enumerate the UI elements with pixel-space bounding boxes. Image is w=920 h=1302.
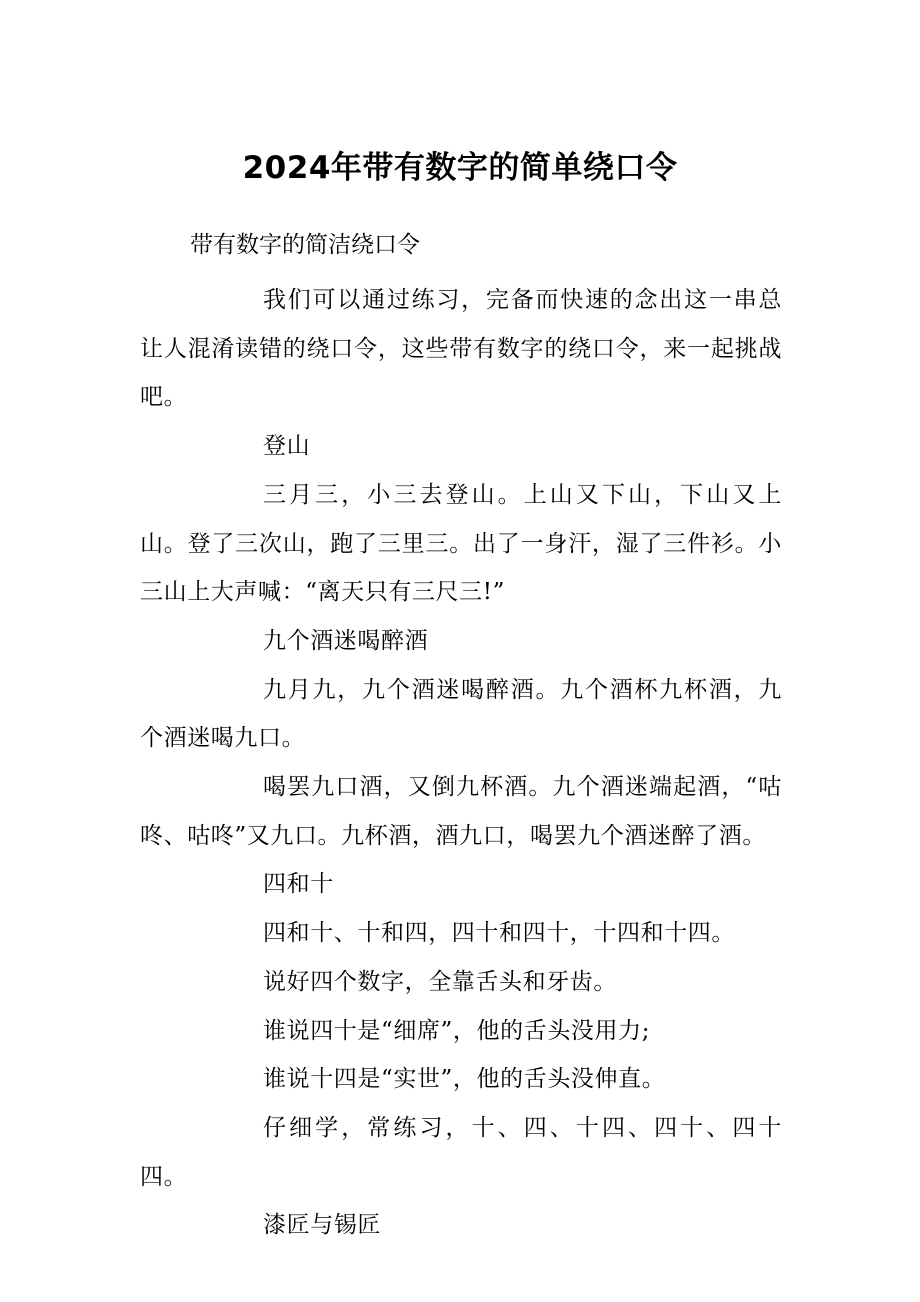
document-title: 2024年带有数字的简单绕口令 <box>242 150 678 186</box>
paragraph-four-and-ten-2: 说好四个数字，全靠舌头和牙齿。 <box>263 968 617 995</box>
paragraph-four-and-ten-4: 谁说十四是“实世”，他的舌头没伸直。 <box>263 1066 666 1093</box>
document-body <box>140 276 782 1250</box>
paragraph-intro: 我们可以通过练习，完备而快速的念出这一串总让人混淆读错的绕口令，这些带有数字的绕口令，来一起挑战吧。 <box>140 287 782 411</box>
paragraph-four-and-ten-3: 谁说四十是“细席”，他的舌头没用力; <box>263 1017 651 1044</box>
heading-nine-drinkers: 九个酒迷喝醉酒 <box>263 627 429 654</box>
heading-painter-and-tinsmith: 漆匠与锡匠 <box>263 1212 381 1239</box>
document-subtitle: 带有数字的简洁绕口令 <box>190 232 420 258</box>
heading-climbing: 登山 <box>263 433 311 460</box>
paragraph-four-and-ten-5: 仔细学，常练习，十、四、十四、四十、四十四。 <box>140 1114 782 1190</box>
paragraph-four-and-ten-1: 四和十、十和四，四十和四十，十四和十四。 <box>263 920 735 947</box>
paragraph-climbing: 三月三，小三去登山。上山又下山，下山又上山。登了三次山，跑了三里三。出了一身汗，湿了三件衫。小三山上大声喊：“离天只有三尺三!” <box>140 481 782 606</box>
paragraph-nine-drinkers-1: 九月九，九个酒迷喝醉酒。九个酒杯九杯酒，九个酒迷喝九口。 <box>140 676 782 752</box>
paragraph-nine-drinkers-2: 喝罢九口酒，又倒九杯酒。九个酒迷端起酒，“咕咚、咕咚”又九口。九杯酒，酒九口，喝罢九个酒迷醉了酒。 <box>140 774 782 849</box>
heading-four-and-ten: 四和十 <box>263 871 334 898</box>
